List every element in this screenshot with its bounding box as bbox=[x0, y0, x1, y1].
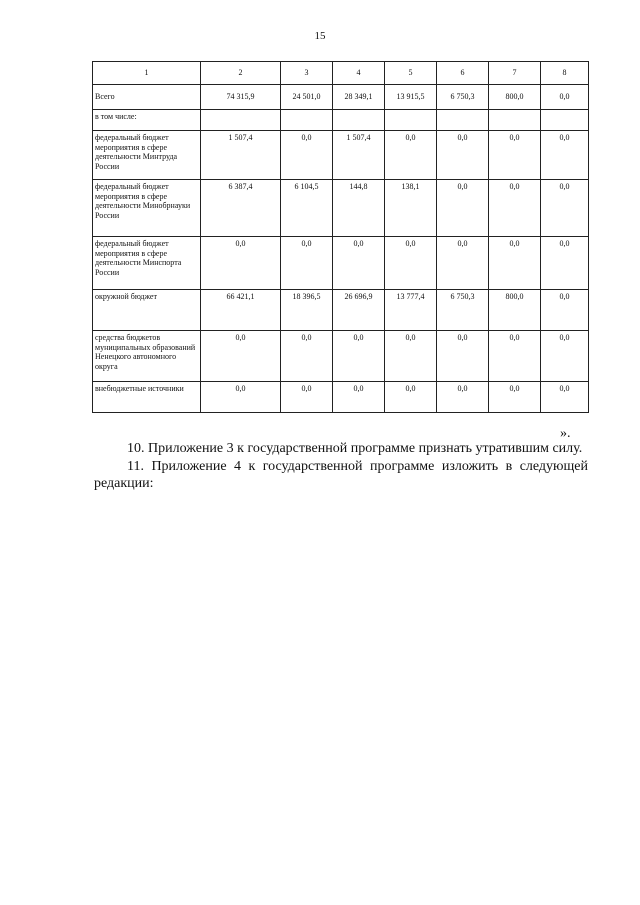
table-cell: 0,0 bbox=[281, 237, 333, 290]
page-number: 15 bbox=[314, 30, 326, 42]
table-header-row bbox=[93, 62, 589, 85]
table-cell: 0,0 bbox=[437, 237, 489, 290]
row-label: внебюджетные источники bbox=[93, 382, 201, 413]
table-cell: 0,0 bbox=[541, 290, 589, 331]
paragraph-text: 11. Приложение 4 к государственной программе изложить в следующей редакции: bbox=[94, 459, 588, 491]
table-cell: 0,0 bbox=[281, 331, 333, 382]
table-cell: 800,0 bbox=[489, 290, 541, 331]
row-label: федеральный бюджет мероприятия в сфере деятельности Минобрнауки России bbox=[93, 180, 201, 237]
table-cell: 0,0 bbox=[201, 331, 281, 382]
table-cell bbox=[201, 110, 281, 131]
table-row bbox=[93, 290, 589, 331]
table-row bbox=[93, 110, 589, 131]
table-cell: 0,0 bbox=[333, 382, 385, 413]
table-cell: 6 387,4 bbox=[201, 180, 281, 237]
column-header: 3 bbox=[281, 62, 333, 85]
table-cell: 0,0 bbox=[437, 382, 489, 413]
table-row bbox=[93, 237, 589, 290]
row-label: федеральный бюджет мероприятия в сфере деятельности Минспорта России bbox=[93, 237, 201, 290]
table-cell: 0,0 bbox=[541, 85, 589, 110]
table-cell: 13 777,4 bbox=[385, 290, 437, 331]
table-cell bbox=[385, 110, 437, 131]
table-cell: 0,0 bbox=[333, 237, 385, 290]
table-cell: 0,0 bbox=[489, 331, 541, 382]
table-cell: 0,0 bbox=[281, 131, 333, 180]
table-cell: 0,0 bbox=[541, 382, 589, 413]
table-cell: 138,1 bbox=[385, 180, 437, 237]
table-cell: 74 315,9 bbox=[201, 85, 281, 110]
table-cell: 0,0 bbox=[385, 131, 437, 180]
table-cell bbox=[281, 110, 333, 131]
table-cell: 800,0 bbox=[489, 85, 541, 110]
table-cell: 0,0 bbox=[281, 382, 333, 413]
table-cell: 0,0 bbox=[541, 131, 589, 180]
column-header: 4 bbox=[333, 62, 385, 85]
paragraph-item-11 bbox=[94, 458, 588, 492]
table-cell: 0,0 bbox=[201, 382, 281, 413]
table-cell: 0,0 bbox=[541, 331, 589, 382]
table-cell: 6 750,3 bbox=[437, 290, 489, 331]
row-label: Всего bbox=[93, 85, 201, 110]
table-cell: 28 349,1 bbox=[333, 85, 385, 110]
table-cell: 0,0 bbox=[385, 237, 437, 290]
table-cell: 1 507,4 bbox=[333, 131, 385, 180]
table-row bbox=[93, 180, 589, 237]
budget-table bbox=[92, 61, 589, 413]
table-cell: 0,0 bbox=[489, 237, 541, 290]
column-header: 5 bbox=[385, 62, 437, 85]
column-header: 2 bbox=[201, 62, 281, 85]
table-cell: 0,0 bbox=[541, 237, 589, 290]
table-cell: 0,0 bbox=[437, 180, 489, 237]
column-header: 7 bbox=[489, 62, 541, 85]
table-cell: 0,0 bbox=[385, 331, 437, 382]
table-cell: 0,0 bbox=[385, 382, 437, 413]
table-cell: 0,0 bbox=[541, 180, 589, 237]
row-label: средства бюджетов муниципальных образований Ненецкого автономного округа bbox=[93, 331, 201, 382]
table-cell: 144,8 bbox=[333, 180, 385, 237]
table-cell: 0,0 bbox=[489, 131, 541, 180]
table-row bbox=[93, 85, 589, 110]
table-cell: 0,0 bbox=[489, 382, 541, 413]
column-header: 8 bbox=[541, 62, 589, 85]
row-label: окружной бюджет bbox=[93, 290, 201, 331]
table-cell: 6 104,5 bbox=[281, 180, 333, 237]
table-cell: 66 421,1 bbox=[201, 290, 281, 331]
table-cell: 0,0 bbox=[333, 331, 385, 382]
table-cell bbox=[437, 110, 489, 131]
table-row bbox=[93, 331, 589, 382]
table-cell bbox=[541, 110, 589, 131]
table-cell: 18 396,5 bbox=[281, 290, 333, 331]
table-cell: 0,0 bbox=[489, 180, 541, 237]
row-label: в том числе: bbox=[93, 110, 201, 131]
table-cell: 0,0 bbox=[437, 131, 489, 180]
table-cell: 0,0 bbox=[437, 331, 489, 382]
closing-quote-mark: ». bbox=[560, 426, 571, 441]
table-cell: 26 696,9 bbox=[333, 290, 385, 331]
table-cell: 6 750,3 bbox=[437, 85, 489, 110]
table-cell: 1 507,4 bbox=[201, 131, 281, 180]
table-cell bbox=[489, 110, 541, 131]
row-label: федеральный бюджет мероприятия в сфере деятельности Минтруда России bbox=[93, 131, 201, 180]
table-cell bbox=[333, 110, 385, 131]
table-cell: 24 501,0 bbox=[281, 85, 333, 110]
paragraph-item-10 bbox=[94, 440, 588, 457]
table-cell: 0,0 bbox=[201, 237, 281, 290]
table-row bbox=[93, 382, 589, 413]
table-cell: 13 915,5 bbox=[385, 85, 437, 110]
paragraph-text: 10. Приложение 3 к государственной программе признать утратившим силу. bbox=[127, 441, 583, 456]
column-header: 1 bbox=[93, 62, 201, 85]
table-row bbox=[93, 131, 589, 180]
column-header: 6 bbox=[437, 62, 489, 85]
